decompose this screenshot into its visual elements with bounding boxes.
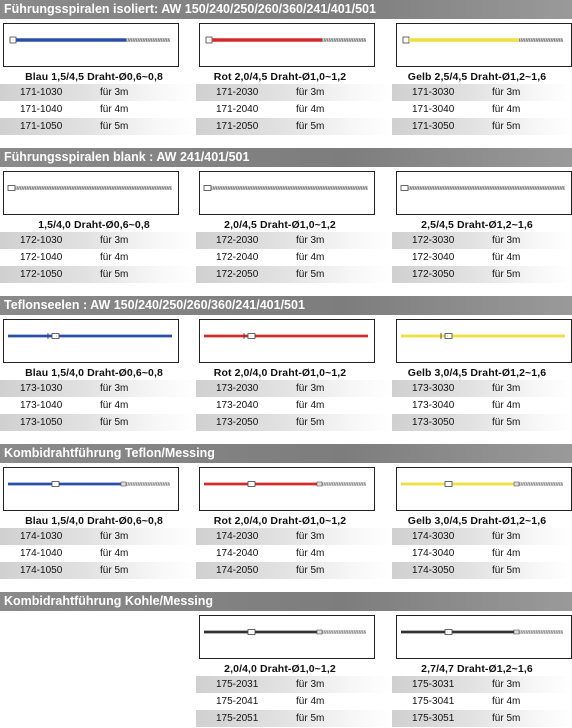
article-number: 173-1030 <box>20 383 63 394</box>
length-value: für 3m <box>492 383 521 394</box>
table-row <box>0 414 196 431</box>
product-image-frame <box>3 171 179 215</box>
length-value: für 5m <box>100 269 129 280</box>
length-value: für 5m <box>492 565 521 576</box>
article-number: 171-2030 <box>216 87 259 98</box>
article-number: 175-3041 <box>412 696 455 707</box>
length-value: für 5m <box>492 713 521 724</box>
combi-liner-icon <box>397 616 570 657</box>
length-value: für 3m <box>100 383 129 394</box>
table-row <box>392 101 572 118</box>
article-number: 174-1030 <box>20 531 63 542</box>
teflon-liner-icon <box>4 320 177 361</box>
product-image-frame <box>199 615 375 659</box>
length-value: für 3m <box>296 235 325 246</box>
insulated-spiral-icon <box>200 24 373 65</box>
table-row <box>392 118 572 135</box>
table-row <box>196 676 392 693</box>
length-value: für 3m <box>100 87 129 98</box>
table-row <box>0 528 196 545</box>
product-image-frame <box>396 319 572 363</box>
product-image-frame <box>396 171 572 215</box>
table-row <box>196 249 392 266</box>
article-number: 172-2050 <box>216 269 259 280</box>
product-variant-label: 2,7/4,7 Draht-Ø1,2~1,6 <box>421 663 533 675</box>
table-row <box>392 562 572 579</box>
length-value: für 3m <box>492 531 521 542</box>
length-value: für 4m <box>100 400 129 411</box>
article-number: 171-3050 <box>412 121 455 132</box>
article-number: 172-1040 <box>20 252 63 263</box>
article-number: 172-1050 <box>20 269 63 280</box>
section-title: Teflonseelen : AW 150/240/250/260/360/241/401/501 <box>0 296 572 315</box>
length-value: für 3m <box>296 531 325 542</box>
section-title: Kombidrahtführung Teflon/Messing <box>0 444 572 463</box>
product-image-frame <box>396 615 572 659</box>
article-number: 174-3050 <box>412 565 455 576</box>
length-value: für 5m <box>296 269 325 280</box>
article-number: 171-1040 <box>20 104 63 115</box>
table-row <box>0 101 196 118</box>
length-value: für 4m <box>100 252 129 263</box>
length-value: für 4m <box>296 252 325 263</box>
teflon-liner-icon <box>397 320 570 361</box>
table-row <box>392 528 572 545</box>
product-variant-label: Rot 2,0/4,5 Draht-Ø1,0~1,2 <box>213 71 347 83</box>
length-value: für 4m <box>492 252 521 263</box>
table-row <box>392 545 572 562</box>
length-value: für 5m <box>492 121 521 132</box>
table-row <box>392 266 572 283</box>
article-number: 174-2050 <box>216 565 259 576</box>
article-number: 174-3040 <box>412 548 455 559</box>
table-row <box>0 249 196 266</box>
length-value: für 4m <box>296 400 325 411</box>
article-number: 173-3040 <box>412 400 455 411</box>
table-row <box>0 84 196 101</box>
product-variant-label: Gelb 3,0/4,5 Draht-Ø1,2~1,6 <box>407 367 547 379</box>
product-variant-label: 2,0/4,5 Draht-Ø1,0~1,2 <box>224 219 336 231</box>
article-number: 171-1030 <box>20 87 63 98</box>
article-number: 171-2040 <box>216 104 259 115</box>
table-row <box>196 414 392 431</box>
length-value: für 3m <box>100 235 129 246</box>
table-row <box>196 101 392 118</box>
article-number: 175-2031 <box>216 679 259 690</box>
length-value: für 3m <box>296 87 325 98</box>
catalog-section <box>0 0 572 136</box>
length-value: für 4m <box>492 104 521 115</box>
catalog-section <box>0 592 572 728</box>
product-image-frame <box>3 319 179 363</box>
combi-liner-icon <box>200 468 373 509</box>
bare-spiral-icon <box>4 172 177 213</box>
article-number: 171-3030 <box>412 87 455 98</box>
article-number: 174-1040 <box>20 548 63 559</box>
bare-spiral-icon <box>200 172 373 213</box>
table-row <box>392 414 572 431</box>
article-number: 173-2040 <box>216 400 259 411</box>
bare-spiral-icon <box>397 172 570 213</box>
teflon-liner-icon <box>200 320 373 361</box>
catalog-section <box>0 444 572 580</box>
table-row <box>0 266 196 283</box>
article-number: 172-3040 <box>412 252 455 263</box>
article-number: 173-3050 <box>412 417 455 428</box>
article-number: 172-2040 <box>216 252 259 263</box>
table-row <box>0 562 196 579</box>
article-number: 171-3040 <box>412 104 455 115</box>
length-value: für 5m <box>100 417 129 428</box>
table-row <box>392 249 572 266</box>
article-number: 174-2030 <box>216 531 259 542</box>
length-value: für 5m <box>296 121 325 132</box>
product-variant-label: Rot 2,0/4,0 Draht-Ø1,0~1,2 <box>213 515 347 527</box>
table-row <box>196 266 392 283</box>
product-image-frame <box>3 467 179 511</box>
article-number: 174-3030 <box>412 531 455 542</box>
length-value: für 5m <box>296 713 325 724</box>
product-variant-label: 2,0/4,0 Draht-Ø1,0~1,2 <box>224 663 336 675</box>
length-value: für 4m <box>296 548 325 559</box>
section-title: Führungsspiralen isoliert: AW 150/240/250/260/360/241/401/501 <box>0 0 572 19</box>
article-number: 175-3031 <box>412 679 455 690</box>
table-row <box>392 232 572 249</box>
product-image-frame <box>396 23 572 67</box>
article-number: 172-3030 <box>412 235 455 246</box>
table-row <box>0 118 196 135</box>
table-row <box>196 118 392 135</box>
table-row <box>392 84 572 101</box>
length-value: für 3m <box>296 679 325 690</box>
length-value: für 4m <box>100 548 129 559</box>
product-image-frame <box>396 467 572 511</box>
article-number: 172-2030 <box>216 235 259 246</box>
length-value: für 4m <box>296 696 325 707</box>
length-value: für 5m <box>100 565 129 576</box>
product-variant-label: Gelb 3,0/4,5 Draht-Ø1,2~1,6 <box>407 515 547 527</box>
product-variant-label: Gelb 2,5/4,5 Draht-Ø1,2~1,6 <box>407 71 547 83</box>
article-number: 173-2030 <box>216 383 259 394</box>
article-number: 171-2050 <box>216 121 259 132</box>
table-row <box>392 710 572 727</box>
length-value: für 4m <box>296 104 325 115</box>
article-number: 175-3051 <box>412 713 455 724</box>
article-number: 174-1050 <box>20 565 63 576</box>
table-row <box>196 693 392 710</box>
article-number: 173-3030 <box>412 383 455 394</box>
product-variant-label: 1,5/4,0 Draht-Ø0,6~0,8 <box>38 219 150 231</box>
table-row <box>0 380 196 397</box>
length-value: für 3m <box>296 383 325 394</box>
table-row <box>0 397 196 414</box>
length-value: für 3m <box>492 679 521 690</box>
table-row <box>196 397 392 414</box>
section-title: Kombidrahtführung Kohle/Messing <box>0 592 572 611</box>
table-row <box>392 380 572 397</box>
table-row <box>196 710 392 727</box>
product-image-frame <box>199 467 375 511</box>
article-number: 174-2040 <box>216 548 259 559</box>
product-variant-label: 2,5/4,5 Draht-Ø1,2~1,6 <box>421 219 533 231</box>
table-row <box>196 545 392 562</box>
table-row <box>196 380 392 397</box>
table-row <box>392 397 572 414</box>
length-value: für 3m <box>492 235 521 246</box>
catalog-section <box>0 296 572 432</box>
article-number: 175-2041 <box>216 696 259 707</box>
insulated-spiral-icon <box>397 24 570 65</box>
product-image-frame <box>199 23 375 67</box>
combi-liner-icon <box>200 616 373 657</box>
product-variant-label: Blau 1,5/4,5 Draht-Ø0,6~0,8 <box>25 71 163 83</box>
length-value: für 5m <box>100 121 129 132</box>
length-value: für 5m <box>492 269 521 280</box>
article-number: 172-3050 <box>412 269 455 280</box>
article-number: 175-2051 <box>216 713 259 724</box>
article-number: 173-1050 <box>20 417 63 428</box>
article-number: 173-1040 <box>20 400 63 411</box>
length-value: für 3m <box>492 87 521 98</box>
length-value: für 4m <box>492 548 521 559</box>
catalog-section <box>0 148 572 284</box>
product-variant-label: Blau 1,5/4,0 Draht-Ø0,6~0,8 <box>25 367 163 379</box>
table-row <box>196 562 392 579</box>
table-row <box>196 232 392 249</box>
length-value: für 5m <box>296 565 325 576</box>
table-row <box>392 693 572 710</box>
article-number: 171-1050 <box>20 121 63 132</box>
article-number: 172-1030 <box>20 235 63 246</box>
table-row <box>0 232 196 249</box>
section-title: Führungsspiralen blank : AW 241/401/501 <box>0 148 572 167</box>
length-value: für 5m <box>492 417 521 428</box>
length-value: für 4m <box>100 104 129 115</box>
insulated-spiral-icon <box>4 24 177 65</box>
combi-liner-icon <box>397 468 570 509</box>
length-value: für 4m <box>492 696 521 707</box>
table-row <box>0 545 196 562</box>
product-variant-label: Blau 1,5/4,0 Draht-Ø0,6~0,8 <box>25 515 163 527</box>
length-value: für 4m <box>492 400 521 411</box>
product-variant-label: Rot 2,0/4,0 Draht-Ø1,0~1,2 <box>213 367 347 379</box>
article-number: 173-2050 <box>216 417 259 428</box>
table-row <box>392 676 572 693</box>
product-image-frame <box>3 23 179 67</box>
length-value: für 3m <box>100 531 129 542</box>
product-image-frame <box>199 171 375 215</box>
table-row <box>196 84 392 101</box>
combi-liner-icon <box>4 468 177 509</box>
length-value: für 5m <box>296 417 325 428</box>
table-row <box>196 528 392 545</box>
product-image-frame <box>199 319 375 363</box>
